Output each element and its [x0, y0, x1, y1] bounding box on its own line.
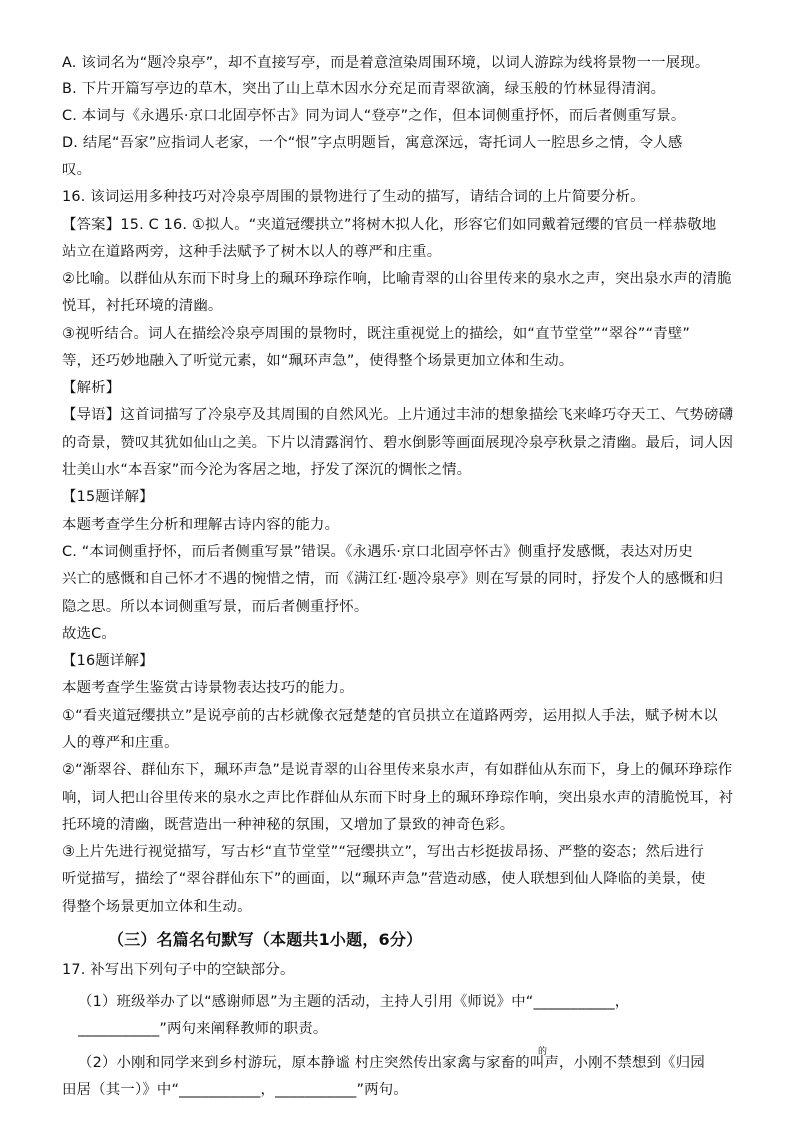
answer-line: 【答案】15. C 16. ①拟人。“夹道冠缨拱立”将树木拟人化，形容它们如同戴着冠缨的官员一样恭敬地 [62, 217, 717, 233]
q16-detail-line: 听觉描写，描绘了“翠谷群仙东下”的画面，以“珮环声急”营造动感，使人联想到仙人降临的美景，使 [62, 871, 706, 887]
q16-detail-line: 得整个场景更加立体和生动。 [62, 899, 252, 915]
question-17: 17. 补写出下列句子中的空缺部分。 [62, 962, 295, 978]
q16-detail-heading: 【16题详解】 [62, 653, 154, 669]
option-a-line: A. 该词名为“题冷泉亭”，却不直接写亭，而是着意渲染周围环境，以词人游踪为线将景物一一展现。 [62, 55, 710, 71]
q15-detail-line: C. “本词侧重抒怀，而后者侧重写景”错误。《永遇乐·京口北固亭怀古》侧重抒发感慨，表达对历史 [62, 544, 693, 560]
q15-detail-line: 本题考查学生分析和理解古诗内容的能力。 [62, 517, 340, 533]
guide-paragraph: 的奇景，赞叹其犹如仙山之美。下片以清露润竹、碧水倒影等画面展现冷泉亭秋景之清幽。最后，词人因 [62, 435, 734, 451]
q16-detail-line: ②“渐翠谷、群仙东下，珮环声急”是说青翠的山谷里传来泉水声，有如群仙从东而下，身上的佩环琤琮作 [62, 762, 733, 778]
q16-detail-line: ①“看夹道冠缨拱立”是说亭前的古杉就像衣冠楚楚的官员拱立在道路两旁，运用拟人手法，赋予树木以 [62, 708, 718, 724]
q16-detail-line: 人的尊严和庄重。 [62, 735, 179, 751]
q16-detail-line: 响，词人把山谷里传来的泉水之声比作群仙从东而下时身上的珮环琤琮作响，突出泉水声的清脆悦耳，衬 [62, 790, 734, 806]
option-c-line: C. 本词与《永遇乐·京口北固亭怀古》同为词人“登亭”之作，但本词侧重抒怀，而后者侧重写景。 [62, 108, 686, 124]
q16-detail-line: 本题考查学生鉴赏古诗景物表达技巧的能力。 [62, 680, 354, 696]
q15-detail-line: 隐之思。所以本词侧重写景，而后者侧重抒怀。 [62, 599, 369, 615]
option-b-line: B. 下片开篇写亭边的草木，突出了山上草木因水分充足而青翠欲滴，绿玉般的竹林显得清润。 [62, 81, 666, 97]
superscript-char: 的 [538, 1047, 548, 1057]
q15-conclusion: 故选C。 [62, 626, 117, 642]
q16-detail-line: ③上片先进行视觉描写，写古杉“直节堂堂”“冠缨拱立”，写出古杉挺拔昂扬、严整的姿态；然后进行 [62, 844, 704, 860]
analysis-heading: 【解析】 [62, 380, 121, 396]
q17-part-2: （2）小刚和同学来到乡村游玩，原本静谧 村庄突然传出家禽与家畜的叫声，小刚不禁想到《归园 [78, 1055, 705, 1071]
q17-part-2-cont: 田居（其一）》中“___________，___________”两句。 [62, 1082, 408, 1098]
answer-line: 悦耳，衬托环境的清幽。 [62, 298, 223, 314]
answer-line: 站立在道路两旁，这种手法赋予了树木以人的尊严和庄重。 [62, 244, 442, 260]
question-16: 16. 该词运用多种技巧对冷泉亭周围的景物进行了生动的描写，请结合词的上片简要分析。 [62, 189, 645, 205]
q16-detail-line: 托环境的清幽，既营造出一种神秘的氛围，又增加了景致的神奇色彩。 [62, 817, 515, 833]
option-d-line: D. 结尾“吾家”应指词人老家，一个“恨”字点明题旨，寓意深远，寄托词人一腔思乡之情，令人感 [62, 135, 683, 151]
q15-detail-heading: 【15题详解】 [62, 489, 154, 505]
q17-part-1: （1）班级举办了以“感谢师恩”为主题的活动，主持人引用《师说》中“___________， [78, 994, 630, 1010]
q15-detail-line: 兴亡的感慨和自己怀才不遇的惋惜之情，而《满江红·题冷泉亭》则在写景的同时，抒发个人的感慨和归 [62, 571, 724, 587]
answer-line: ③视听结合。词人在描绘冷泉亭周围的景物时，既注重视觉上的描绘，如“直节堂堂”“翠谷”“青壁” [62, 326, 691, 342]
option-d-line-cont: 叹。 [62, 162, 92, 178]
guide-paragraph: 【导语】这首词描写了冷泉亭及其周围的自然风光。上片通过丰沛的想象描绘飞来峰巧夺天工、气势磅礴 [62, 407, 734, 423]
q17-part-1-cont: ___________”两句来阐释教师的职责。 [78, 1021, 328, 1037]
guide-paragraph: 壮美山水“本吾家”而今沦为客居之地，抒发了深沉的惆怅之情。 [62, 462, 472, 478]
section-heading: （三）名篇名句默写（本题共1小题，6分） [108, 930, 423, 949]
answer-line: 等，还巧妙地融入了听觉元素，如“珮环声急”，使得整个场景更加立体和生动。 [62, 353, 574, 369]
answer-line: ②比喻。以群仙从东而下时身上的珮环琤琮作响，比喻青翠的山谷里传来的泉水之声，突出泉水声的清脆 [62, 271, 732, 287]
